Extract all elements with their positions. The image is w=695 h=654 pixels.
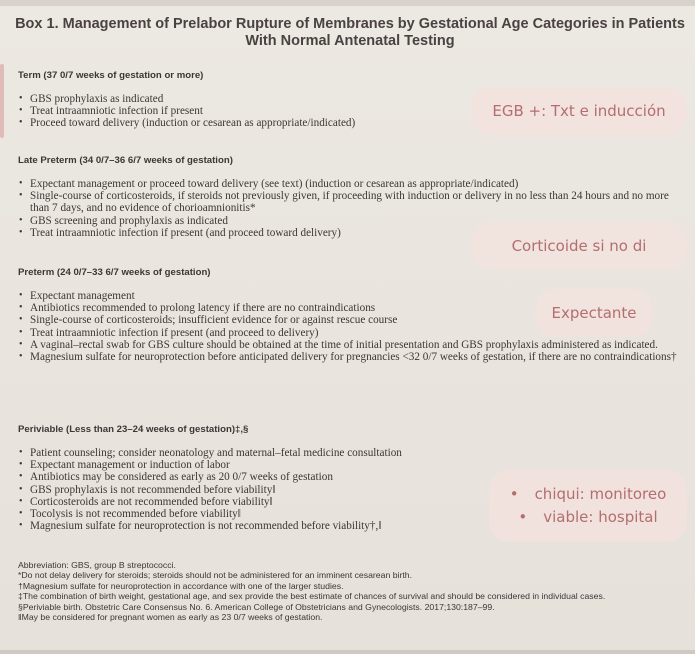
list-item: • GBS prophylaxis is not recommended before viability‖ [18,484,688,496]
list-item: • Tocolysis is not recommended before viability‖ [18,508,688,520]
footnote: §Periviable birth. Obstetric Care Consensus No. 6. American College of Obstetricians and Gynecologists. 2017;130:187–99. [18,601,495,612]
list-item: • Antibiotics recommended to prolong latency if there are no contraindications [18,302,688,314]
list-item: • Expectant management or induction of labor [18,459,688,471]
section-heading-late-preterm: Late Preterm (34 0/7–36 6/7 weeks of gestation) [18,155,233,166]
annotation-late-preterm: Corticoide si no di [471,222,687,270]
footnote: Abbreviation: GBS, group B streptococci. [18,560,176,570]
annotation-term: EGB +: Txt e inducción [471,87,687,135]
footnote: †Magnesium sulfate for neuroprotection in accordance with one of the larger studies. [18,580,344,591]
list-item: • Magnesium sulfate for neuroprotection before anticipated delivery for pregnancies <32 0/7 weeks of gestation, if there are no contraindications† [18,351,688,363]
section-heading-term: Term (37 0/7 weeks of gestation or more) [18,70,204,81]
top-edge [0,0,695,6]
annotation-line: • viable: hospital [489,506,687,529]
list-item: • Magnesium sulfate for neuroprotection is not recommended before viability†,‖ [18,520,688,532]
annotation-preterm: Expectante [535,289,653,337]
list-item: • Proceed toward delivery (induction or cesarean as appropriate/indicated) [18,117,688,129]
left-margin-mark [0,64,4,138]
list-item: • Treat intraamniotic infection if present [18,105,688,117]
list-item: • GBS prophylaxis as indicated [18,93,688,105]
list-item: • A vaginal–rectal swab for GBS culture should be obtained at the time of initial presentation and GBS prophylaxis administered as indicated. [18,339,688,351]
list-item: • Expectant management or proceed toward delivery (see text) (induction or cesarean as appropriate/indicated) [18,178,688,190]
list-item: • Single-course of corticosteroids, if steroids not previously given, if proceeding with induction or delivery in no less than 24 hours and no more than 7 days, and no evidence of chorioamnionitis* [18,190,688,214]
list-item: • Treat intraamniotic infection if present (and proceed to delivery) [18,327,688,339]
footnotes [18,560,684,622]
footnote: ‖May be considered for pregnant women as early as 23 0/7 weeks of gestation. [18,612,323,623]
list-item: • Expectant management [18,290,688,302]
list-item: • Antibiotics may be considered as early as 20 0/7 weeks of gestation [18,471,688,483]
annotation-line: • chiqui: monitoreo [489,483,687,506]
annotation-periviable [489,470,687,542]
list-item: • Treat intraamniotic infection if present (and proceed toward delivery) [18,227,688,239]
bottom-edge [0,650,695,654]
list-item: • GBS screening and prophylaxis as indicated [18,215,688,227]
box-title: Box 1. Management of Prelabor Rupture of Membranes by Gestational Age Categories in Patients With Normal Antenatal Testing [15,16,685,49]
section-heading-periviable: Periviable (Less than 23–24 weeks of gestation)‡,§ [18,424,249,435]
list-item: • Corticosteroids are not recommended before viability‖ [18,496,688,508]
footnote: *Do not delay delivery for steroids; steroids should not be administered for an imminent cesarean birth. [18,570,413,581]
footnote: ‡The combination of birth weight, gestational age, and sex provide the best estimate of chances of survival and should be considered in individual cases. [18,591,606,602]
list-item: • Patient counseling; consider neonatology and maternal–fetal medicine consultation [18,447,688,459]
section-heading-preterm: Preterm (24 0/7–33 6/7 weeks of gestation) [18,267,211,278]
list-item: • Single-course of corticosteroids; insufficient evidence for or against rescue course [18,314,688,326]
